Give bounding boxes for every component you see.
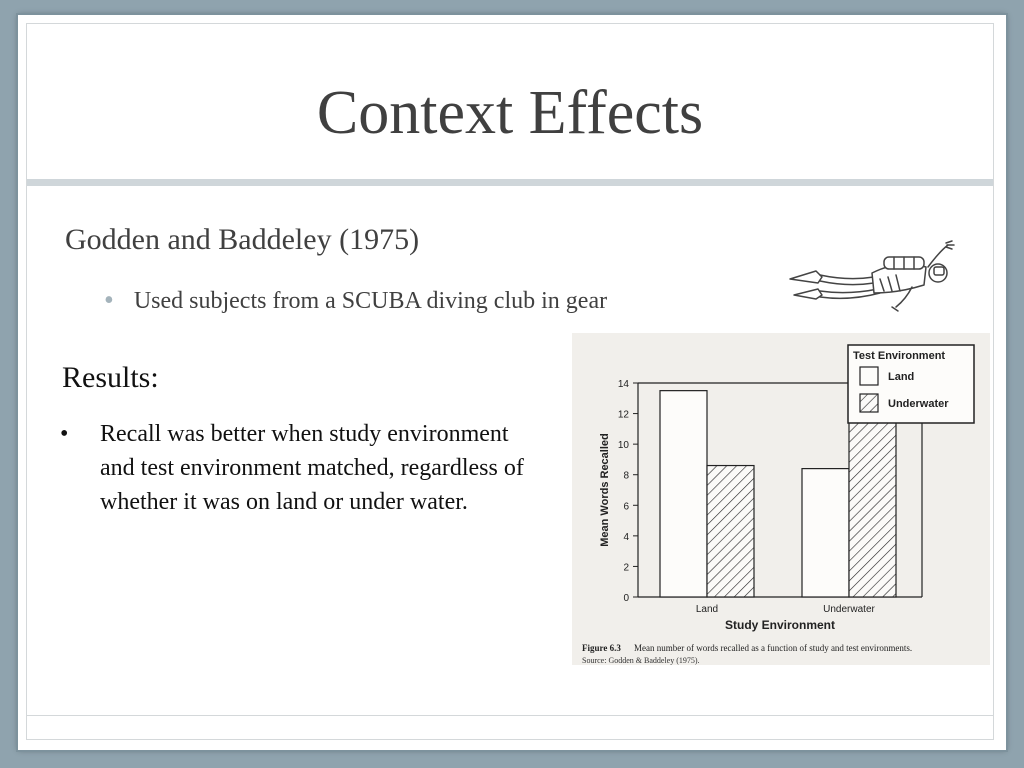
y-tick-label: 10 (617, 440, 629, 452)
y-axis-label: Mean Words Recalled (599, 433, 611, 547)
scuba-diver-icon (788, 237, 958, 315)
y-tick-label: 4 (623, 531, 629, 543)
result-bullet-text: Recall was better when study environment and test environment matched, regardless of whether it was on land or under water. (100, 421, 524, 515)
title-divider (27, 179, 993, 186)
figure-source: Source: Godden & Baddeley (1975). (582, 656, 700, 665)
x-category-label: Underwater (823, 604, 875, 615)
sub-bullet-text: Used subjects from a SCUBA diving club in gear (133, 287, 608, 314)
legend-title: Test Environment (853, 350, 946, 362)
bar-land-underwater (707, 466, 754, 597)
sub-bullet-item (104, 285, 607, 317)
y-tick-label: 12 (617, 409, 629, 421)
results-figure (572, 333, 990, 665)
bar-chart (572, 333, 990, 665)
y-tick-label: 2 (623, 562, 629, 574)
bar-underwater-land (802, 469, 849, 597)
legend-label-underwater: Underwater (888, 398, 949, 410)
y-tick-label: 14 (617, 379, 629, 390)
bullet-icon: • (104, 285, 114, 316)
legend-label-land: Land (888, 371, 915, 383)
y-tick-label: 0 (623, 593, 629, 604)
slide-frame (18, 15, 1006, 750)
bullet-icon: • (60, 421, 69, 447)
figure-caption-label: Figure 6.3 (582, 643, 621, 653)
y-tick-label: 6 (623, 501, 629, 513)
x-category-label: Land (695, 604, 719, 615)
bar-land-land (660, 391, 707, 597)
figure-caption-text: Mean number of words recalled as a function of study and test environments. (634, 643, 913, 653)
result-bullet-item (60, 417, 530, 519)
y-tick-label: 8 (623, 470, 629, 482)
results-heading: Results: (62, 361, 159, 394)
bottom-divider (27, 715, 993, 716)
legend-swatch-land (860, 367, 878, 385)
x-axis-label: Study Environment (724, 618, 836, 632)
slide-subtitle: Godden and Baddeley (1975) (65, 223, 420, 256)
bar-underwater-underwater (849, 423, 896, 597)
legend-swatch-underwater (860, 394, 878, 412)
slide-title: Context Effects (316, 79, 704, 147)
title-area (27, 24, 993, 179)
